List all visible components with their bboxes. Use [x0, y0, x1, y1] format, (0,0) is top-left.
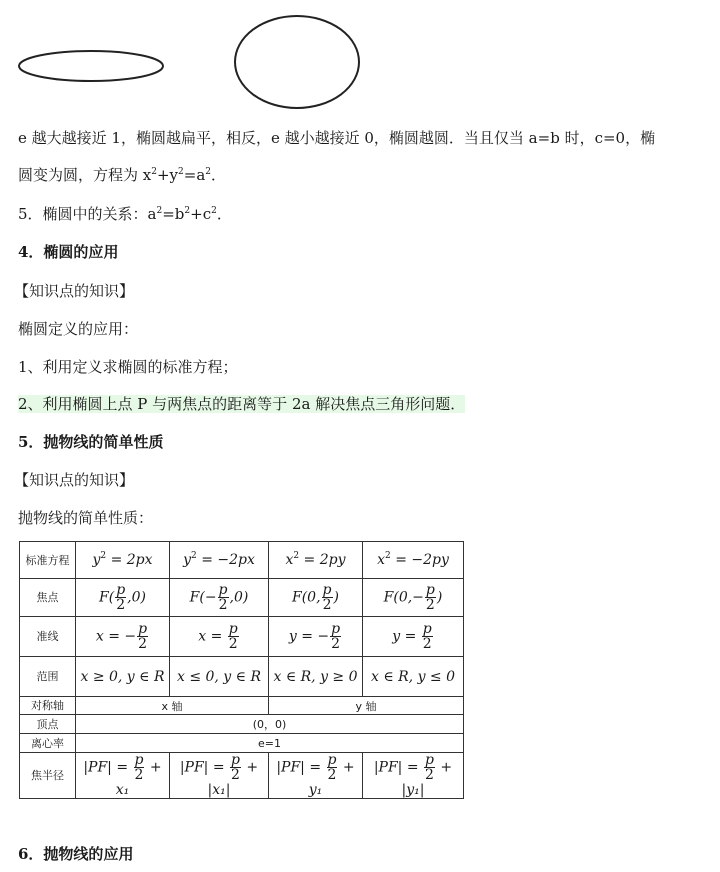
cell-standard-eq-4 — [363, 542, 464, 579]
denominator: 2 — [331, 636, 341, 652]
denominator: 2 — [425, 597, 435, 613]
text: =a — [183, 166, 206, 184]
fraction — [137, 622, 148, 651]
text: = −2px — [196, 552, 255, 568]
text: ) — [333, 589, 339, 606]
cell-range-4: x ∈ R, y ≤ 0 — [363, 657, 464, 697]
denominator: 2 — [116, 597, 126, 613]
denominator: 2 — [322, 597, 332, 613]
round-ellipse-figure — [235, 16, 359, 108]
cell-axis-y: y 轴 — [269, 697, 464, 715]
text: F( — [99, 589, 115, 606]
fraction — [134, 753, 145, 782]
ellipse-relation-line — [18, 204, 232, 224]
text: +y — [156, 166, 179, 184]
cell-focal-radius-2 — [170, 753, 269, 799]
fraction — [218, 583, 229, 612]
table-row-focal-radius — [20, 753, 464, 799]
text: y = — [392, 628, 421, 645]
text: ) — [436, 589, 443, 606]
text: y = − — [288, 628, 330, 645]
row-label-directrix: 准线 — [20, 617, 76, 657]
row-label-focal-radius: 焦半径 — [20, 753, 76, 799]
cell-range-2: x ≤ 0, y ∈ R — [170, 657, 269, 697]
numerator: p — [322, 582, 332, 598]
cell-focus-2 — [170, 579, 269, 617]
cell-directrix-3 — [269, 617, 363, 657]
cell-eccentricity: e=1 — [76, 734, 464, 753]
cell-focus-3 — [269, 579, 363, 617]
fraction — [228, 622, 239, 651]
superscript: 2 — [100, 551, 107, 561]
cell-focal-radius-4 — [363, 753, 464, 799]
numerator: p — [228, 621, 238, 637]
numerator: p — [231, 752, 240, 768]
numerator: p — [331, 621, 341, 637]
cell-focal-radius-1 — [76, 753, 170, 799]
fraction — [330, 622, 341, 651]
fraction — [327, 753, 338, 782]
fraction — [422, 622, 433, 651]
denominator: 2 — [422, 636, 432, 652]
text: + |x₁| — [207, 759, 259, 798]
text: 5．椭圆中的关系：a — [18, 205, 157, 223]
text: |PF| = — [83, 759, 133, 776]
text: = 2py — [299, 552, 346, 568]
numerator: p — [134, 752, 144, 768]
section4-item2 — [18, 394, 465, 414]
denominator: 2 — [138, 636, 148, 652]
numerator: p — [425, 582, 435, 598]
numerator: p — [425, 752, 434, 768]
text: x = − — [95, 628, 137, 645]
table-row-vertex — [20, 715, 464, 734]
eccentricity-paragraph-line2 — [18, 165, 226, 185]
numerator: p — [138, 621, 148, 637]
table-row-eccentricity — [20, 734, 464, 753]
cell-range-3: x ∈ R, y ≥ 0 — [269, 657, 363, 697]
superscript: 2 — [178, 167, 184, 177]
fraction — [115, 583, 126, 612]
table-row-axis — [20, 697, 464, 715]
denominator: 2 — [327, 767, 337, 783]
text: + x₁ — [115, 759, 162, 798]
cell-focus-4 — [363, 579, 464, 617]
text: |PF| = — [179, 759, 230, 776]
text: + y₁ — [308, 759, 355, 798]
text: ． — [216, 205, 232, 223]
text: = 2px — [106, 552, 153, 568]
text: 2、利用椭圆上点 P 与两焦点的距离等于 2a 解决焦点三角形问题． — [18, 395, 466, 413]
row-label-axis: 对称轴 — [20, 697, 76, 715]
text: x — [377, 552, 386, 568]
cell-standard-eq-3 — [269, 542, 363, 579]
table-row-focus — [20, 579, 464, 617]
superscript: 2 — [184, 206, 191, 216]
section5-heading: 5．抛物线的简单性质 — [18, 433, 164, 451]
section4-heading: 4．椭圆的应用 — [18, 243, 119, 261]
cell-directrix-2 — [170, 617, 269, 657]
fraction — [322, 583, 333, 612]
text: y — [92, 552, 101, 568]
cell-vertex: (0，0) — [76, 715, 464, 734]
superscript: 2 — [151, 167, 157, 177]
denominator: 2 — [425, 767, 434, 783]
row-label-standard-equation: 标准方程 — [20, 542, 76, 579]
flat-ellipse-figure — [19, 51, 163, 81]
row-label-eccentricity: 离心率 — [20, 734, 76, 753]
cell-axis-x: x 轴 — [76, 697, 269, 715]
text: F(− — [189, 589, 217, 606]
fraction — [424, 753, 435, 782]
section4-intro: 椭圆定义的应用： — [18, 320, 139, 338]
text: + |y₁| — [401, 759, 453, 798]
row-label-focus: 焦点 — [20, 579, 76, 617]
text: ． — [211, 166, 227, 184]
parabola-properties-table — [19, 541, 464, 799]
superscript: 2 — [211, 206, 217, 216]
text: x — [285, 552, 294, 568]
text: x = — [198, 628, 227, 645]
text: =b — [162, 205, 185, 223]
section4-item1: 1、利用定义求椭圆的标准方程； — [18, 358, 238, 376]
fraction — [425, 583, 436, 612]
denominator: 2 — [218, 597, 228, 613]
superscript: 2 — [385, 551, 391, 561]
eccentricity-paragraph-line1: e 越大越接近 1，椭圆越扁平，相反，e 越小越接近 0，椭圆越圆．当且仅当 a=b 时，c=0，椭 — [18, 129, 656, 147]
numerator: p — [327, 752, 337, 768]
table-row-standard-equation — [20, 542, 464, 579]
denominator: 2 — [134, 767, 144, 783]
text: F(0, — [292, 589, 321, 606]
section5-intro: 抛物线的简单性质： — [18, 509, 154, 527]
fraction — [230, 753, 241, 782]
section5-knowledge-label: 【知识点的知识】 — [14, 471, 135, 489]
text: ,0) — [127, 589, 146, 606]
text: +c — [190, 205, 212, 223]
cell-standard-eq-1 — [76, 542, 170, 579]
table-row-range — [20, 657, 464, 697]
cell-standard-eq-2 — [170, 542, 269, 579]
cell-focal-radius-3 — [269, 753, 363, 799]
section4-knowledge-label: 【知识点的知识】 — [14, 282, 135, 300]
superscript: 2 — [205, 167, 211, 177]
denominator: 2 — [228, 636, 238, 652]
text: F(0,− — [383, 589, 424, 606]
text: |PF| = — [373, 759, 424, 776]
table-row-directrix — [20, 617, 464, 657]
numerator: p — [218, 582, 228, 598]
text: |PF| = — [276, 759, 326, 776]
denominator: 2 — [231, 767, 240, 783]
cell-directrix-4 — [363, 617, 464, 657]
row-label-vertex: 顶点 — [20, 715, 76, 734]
superscript: 2 — [156, 206, 163, 216]
row-label-range: 范围 — [20, 657, 76, 697]
ellipse-figures — [0, 0, 720, 120]
numerator: p — [116, 582, 126, 598]
cell-directrix-1 — [76, 617, 170, 657]
text: ,0) — [229, 589, 249, 606]
text: y — [183, 552, 192, 568]
section6-heading: 6．抛物线的应用 — [18, 845, 134, 863]
superscript: 2 — [293, 551, 300, 561]
cell-range-1: x ≥ 0, y ∈ R — [76, 657, 170, 697]
numerator: p — [422, 621, 432, 637]
cell-focus-1 — [76, 579, 170, 617]
text: 圆变为圆，方程为 x — [18, 166, 152, 184]
text: = −2py — [390, 552, 449, 568]
superscript: 2 — [191, 551, 197, 561]
